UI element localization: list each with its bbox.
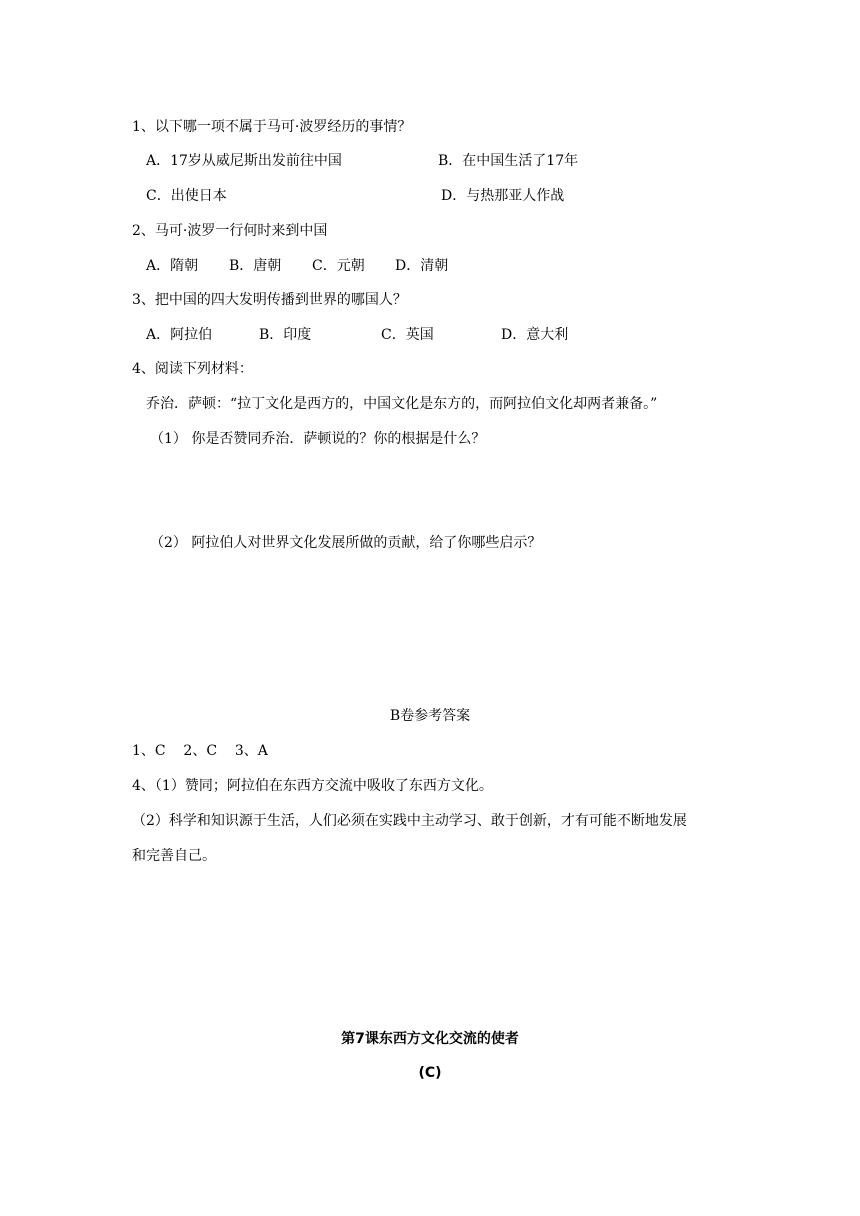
answer-line-3: （2）科学和知识源于生活，人们必须在实践中主动学习、敢于创新，才有可能不断地发展	[132, 813, 687, 829]
q3-option-d: D．意大利	[501, 327, 569, 343]
answer-key-title: B卷参考答案	[389, 708, 471, 724]
q1-stem: 1、以下哪一项不属于马可·波罗经历的事情？	[132, 119, 412, 135]
q3-stem: 3、把中国的四大发明传播到世界的哪国人？	[132, 292, 407, 308]
q1-option-d: D．与热那亚人作战	[441, 188, 565, 204]
q1-option-c: C．出使日本	[146, 188, 227, 204]
q3-option-c: C．英国	[381, 327, 434, 343]
q2-option-d: D．清朝	[395, 258, 449, 274]
q2-option-c: C．元朝	[312, 258, 365, 274]
q2-option-a: A．隋朝	[146, 258, 199, 274]
q2-stem: 2、马可·波罗一行何时来到中国	[132, 223, 328, 239]
q4-subquestion-1: （1） 你是否赞同乔治．萨顿说的？你的根据是什么？	[150, 431, 486, 447]
answer-line-2: 4、（1）赞同；阿拉伯在东西方交流中吸收了东西方文化。	[132, 778, 493, 794]
q1-option-a: A．17岁从威尼斯出发前往中国	[146, 153, 342, 169]
answer-line-4: 和完善自己。	[132, 848, 216, 864]
q3-option-b: B．印度	[259, 327, 312, 343]
q4-material: 乔治．萨顿：“拉丁文化是西方的，中国文化是东方的，而阿拉伯文化却两者兼备。”	[146, 396, 658, 412]
lesson-subtitle: (C)	[418, 1065, 442, 1081]
q1-option-b: B．在中国生活了17年	[438, 153, 579, 169]
q4-stem: 4、阅读下列材料：	[132, 361, 253, 377]
q2-option-b: B．唐朝	[229, 258, 282, 274]
lesson-title: 第7课东西方文化交流的使者	[341, 1031, 519, 1047]
q4-subquestion-2: （2） 阿拉伯人对世界文化发展所做的贡献，给了你哪些启示？	[150, 535, 542, 551]
q3-option-a: A．阿拉伯	[146, 327, 213, 343]
answer-line-1: 1、C 2、C 3、A	[132, 743, 268, 759]
